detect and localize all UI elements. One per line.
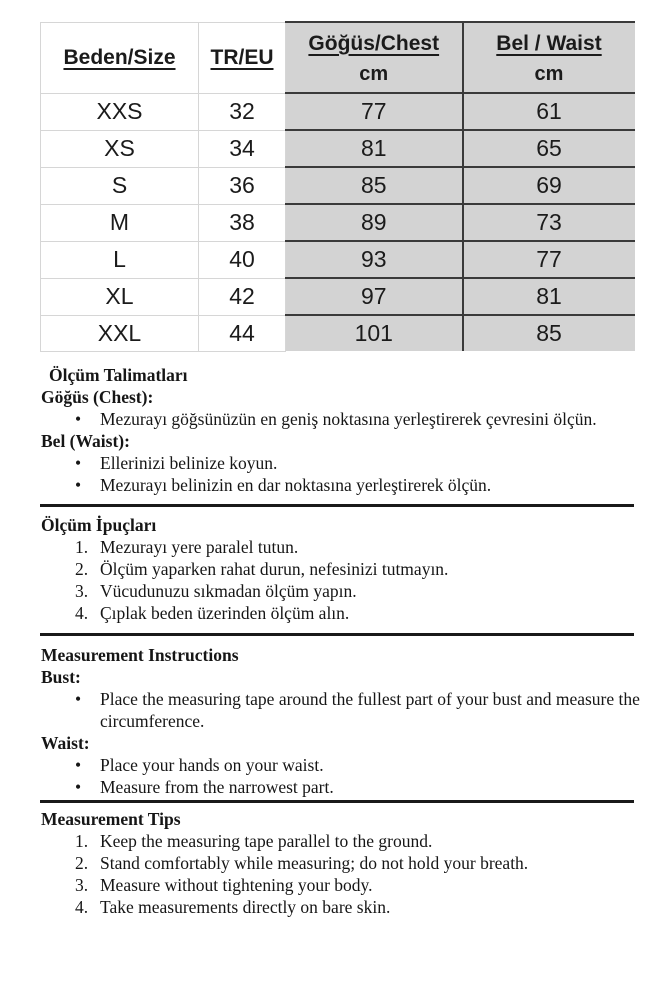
- section-olcum-talimatlari: [41, 364, 648, 496]
- size-chart-header-row: [41, 22, 635, 93]
- section-title: Ölçüm Talimatları: [49, 364, 188, 385]
- size-cell: XL: [41, 278, 199, 315]
- bullet-marker: •: [75, 452, 82, 473]
- section-divider: [40, 633, 634, 636]
- list-item-text: Vücudunuzu sıkmadan ölçüm yapın.: [100, 580, 357, 601]
- list-item-text: Place your hands on your waist.: [100, 754, 324, 775]
- header-chest-stack: [286, 30, 462, 86]
- group-label-bel: Bel (Waist):: [41, 430, 130, 451]
- chest-cell: 81: [286, 130, 463, 167]
- table-row-xxl: [41, 315, 635, 351]
- chest-cell: 97: [286, 278, 463, 315]
- list-item-text: Mezurayı göğsünüzün en geniş noktasına yerleştirerek çevresini ölçün.: [100, 408, 597, 429]
- list-item: [41, 830, 648, 852]
- tr-eu-cell: 32: [199, 93, 286, 130]
- list-item-text: Keep the measuring tape parallel to the ground.: [100, 830, 433, 851]
- header-beden-size-label: Beden/Size: [63, 45, 176, 69]
- bullet-marker: •: [75, 776, 82, 797]
- header-chest-label: Göğüs/Chest: [308, 31, 440, 55]
- list-item: [41, 536, 648, 558]
- header-waist: [463, 22, 635, 93]
- table-row-xl: [41, 278, 635, 315]
- list-item: [41, 602, 648, 624]
- tr-eu-cell: 44: [199, 315, 286, 351]
- number-marker: 1.: [75, 830, 89, 851]
- list-item: [41, 874, 648, 896]
- number-marker: 2.: [75, 852, 89, 873]
- group-label-bust: Bust:: [41, 666, 81, 687]
- waist-cell: 77: [463, 241, 635, 278]
- list-item-text: Measure from the narrowest part.: [100, 776, 334, 797]
- list-item: [41, 754, 648, 776]
- number-marker: 4.: [75, 896, 89, 917]
- number-marker: 2.: [75, 558, 89, 579]
- bullet-marker: •: [75, 408, 82, 429]
- size-cell: M: [41, 204, 199, 241]
- waist-cell: 81: [463, 278, 635, 315]
- number-marker: 3.: [75, 874, 89, 895]
- size-cell: S: [41, 167, 199, 204]
- list-item-text: Measure without tightening your body.: [100, 874, 373, 895]
- header-tr-eu: [199, 22, 286, 93]
- number-marker: 4.: [75, 602, 89, 623]
- chest-cell: 93: [286, 241, 463, 278]
- section-divider: [40, 504, 634, 507]
- section-measurement-instructions: [41, 644, 648, 798]
- bullet-marker: •: [75, 754, 82, 775]
- list-item: [41, 408, 648, 430]
- group-label-gogus: Göğüs (Chest):: [41, 386, 154, 407]
- section-title: Measurement Tips: [41, 808, 181, 829]
- list-item: [41, 852, 648, 874]
- header-waist-unit: cm: [534, 62, 564, 85]
- tr-eu-cell: 42: [199, 278, 286, 315]
- bullet-marker: •: [75, 688, 82, 709]
- chest-cell: 101: [286, 315, 463, 351]
- header-chest-unit: cm: [359, 62, 389, 85]
- list-item-text: Çıplak beden üzerinden ölçüm alın.: [100, 602, 350, 623]
- list-item: [41, 474, 648, 496]
- list-item-text: Stand comfortably while measuring; do not hold your breath.: [100, 852, 529, 873]
- table-row-xs: [41, 130, 635, 167]
- header-beden-size: [41, 22, 199, 93]
- section-title: Ölçüm İpuçları: [41, 514, 157, 535]
- table-row-s: [41, 167, 635, 204]
- header-waist-stack: [464, 30, 635, 86]
- chest-cell: 85: [286, 167, 463, 204]
- section-measurement-tips: [41, 808, 648, 918]
- tr-eu-cell: 38: [199, 204, 286, 241]
- table-row-l: [41, 241, 635, 278]
- table-row-xxs: [41, 93, 635, 130]
- list-item-text: Mezurayı yere paralel tutun.: [100, 536, 299, 557]
- section-divider: [40, 800, 634, 803]
- waist-cell: 69: [463, 167, 635, 204]
- size-chart-table: [40, 21, 635, 352]
- waist-cell: 85: [463, 315, 635, 351]
- bullet-marker: •: [75, 474, 82, 495]
- size-cell: L: [41, 241, 199, 278]
- number-marker: 1.: [75, 536, 89, 557]
- group-label-waist: Waist:: [41, 732, 90, 753]
- size-cell: XXS: [41, 93, 199, 130]
- list-item-text: Place the measuring tape around the fullest part of your bust and measure the circumference.: [100, 688, 640, 731]
- chest-cell: 89: [286, 204, 463, 241]
- size-cell: XS: [41, 130, 199, 167]
- header-chest: [286, 22, 463, 93]
- chest-cell: 77: [286, 93, 463, 130]
- header-tr-eu-label: TR/EU: [210, 45, 274, 69]
- list-item: [41, 776, 648, 798]
- list-item: [41, 558, 648, 580]
- waist-cell: 73: [463, 204, 635, 241]
- list-item: [41, 688, 648, 732]
- tr-eu-cell: 34: [199, 130, 286, 167]
- list-item-text: Ellerinizi belinize koyun.: [100, 452, 278, 473]
- list-item-text: Mezurayı belinizin en dar noktasına yerleştirerek ölçün.: [100, 474, 492, 495]
- list-item: [41, 452, 648, 474]
- section-title: Measurement Instructions: [41, 644, 239, 665]
- list-item-text: Take measurements directly on bare skin.: [100, 896, 391, 917]
- waist-cell: 61: [463, 93, 635, 130]
- list-item: [41, 580, 648, 602]
- section-olcum-ipuclari: [41, 514, 648, 624]
- header-waist-label: Bel / Waist: [496, 31, 602, 55]
- size-cell: XXL: [41, 315, 199, 351]
- tr-eu-cell: 36: [199, 167, 286, 204]
- waist-cell: 65: [463, 130, 635, 167]
- tr-eu-cell: 40: [199, 241, 286, 278]
- table-row-m: [41, 204, 635, 241]
- number-marker: 3.: [75, 580, 89, 601]
- list-item-text: Ölçüm yaparken rahat durun, nefesinizi tutmayın.: [100, 558, 449, 579]
- list-item: [41, 896, 648, 918]
